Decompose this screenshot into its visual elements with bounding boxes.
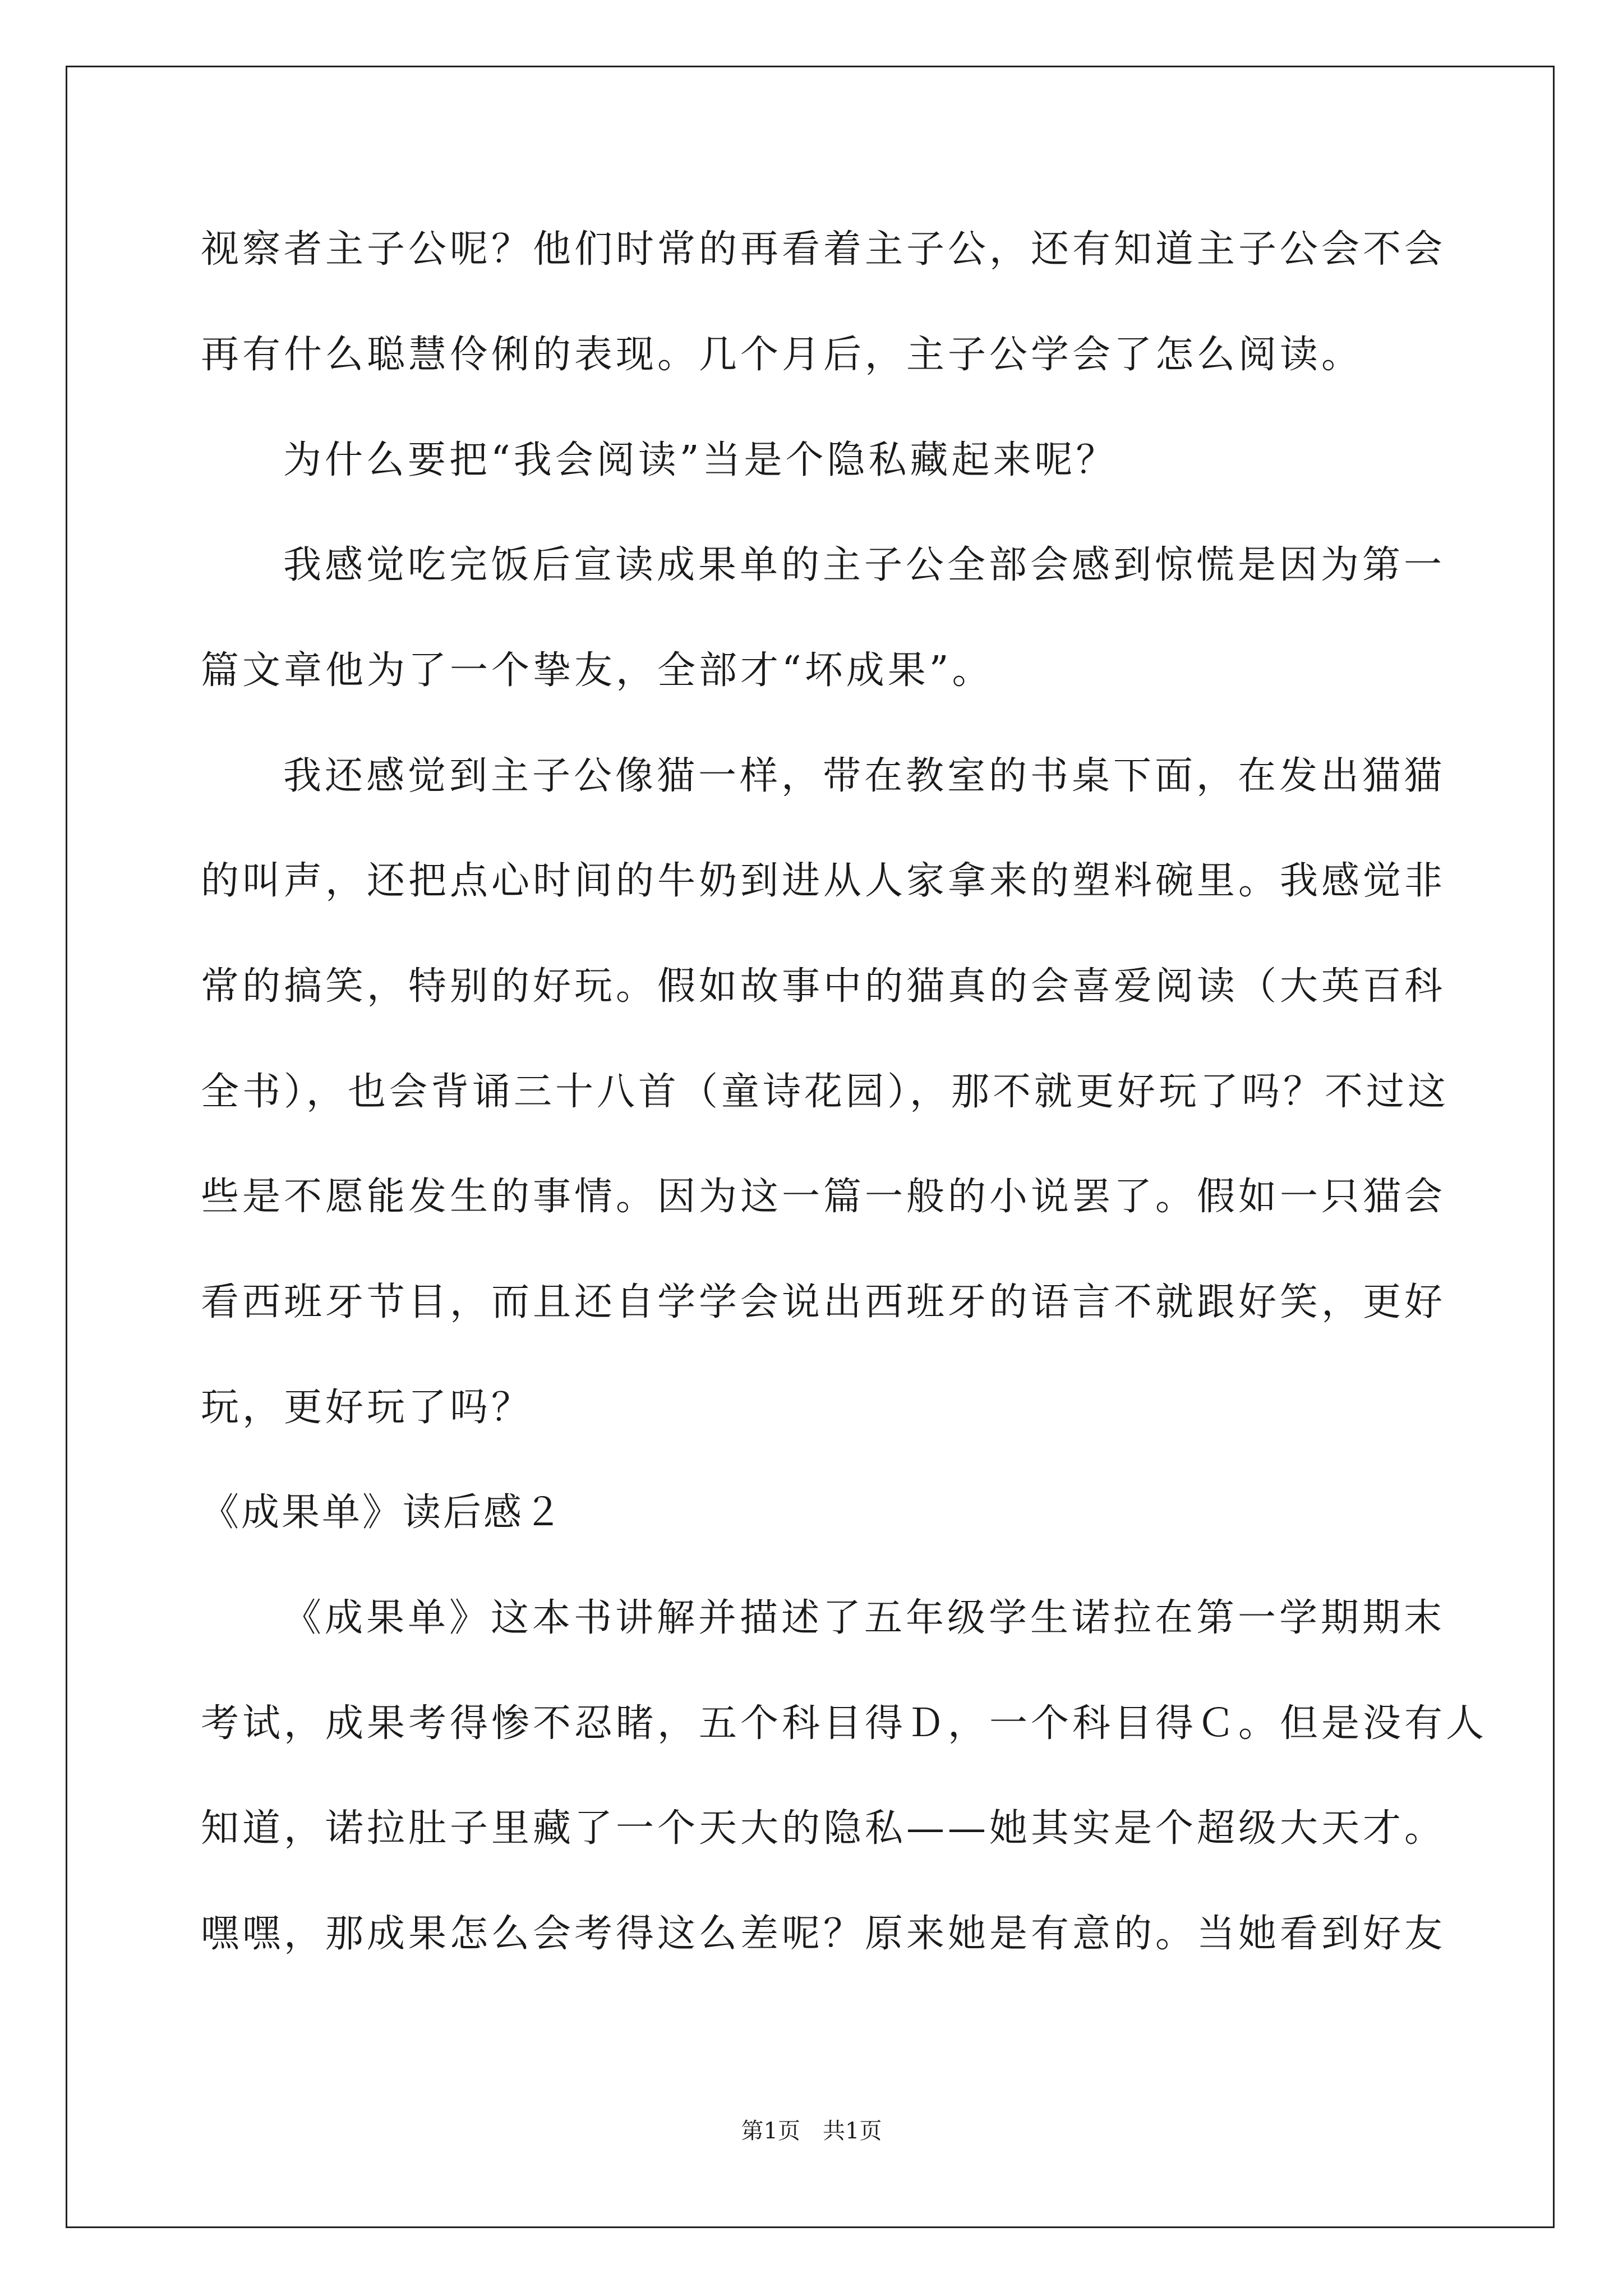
text-line: 看西班牙节目，而且还自学学会说出西班牙的语言不就跟好笑，更好 — [201, 1280, 1446, 1324]
text-line: 常的搞笑，特别的好玩。假如故事中的猫真的会喜爱阅读（大英百科 — [201, 964, 1446, 1009]
text-line: 我还感觉到主子公像猫一样，带在教室的书桌下面，在发出猫猫 — [283, 754, 1446, 798]
text-line: 全书），也会背诵三十八首（童诗花园），那不就更好玩了吗？不过这 — [201, 1070, 1450, 1114]
text-line: 的叫声，还把点心时间的牛奶到进从人家拿来的塑料碗里。我感觉非 — [201, 859, 1446, 903]
text-line: 篇文章他为了一个挚友，全部才“坏成果”。 — [201, 648, 994, 693]
section-heading: 《成果单》读后感２ — [201, 1490, 565, 1535]
text-line: 些是不愿能发生的事情。因为这一篇一般的小说罢了。假如一只猫会 — [201, 1175, 1446, 1219]
text-line: 玩，更好玩了吗？ — [201, 1386, 533, 1430]
text-line: 为什么要把“我会阅读”当是个隐私藏起来呢？ — [283, 438, 1118, 482]
text-line: 我感觉吃完饭后宣读成果单的主子公全部会感到惊慌是因为第一 — [283, 543, 1446, 587]
text-line: 视察者主子公呢？他们时常的再看着主子公，还有知道主子公会不会 — [201, 227, 1446, 272]
text-line: 《成果单》这本书讲解并描述了五年级学生诺拉在第一学期期末 — [283, 1596, 1446, 1640]
page-border — [66, 66, 1555, 2228]
text-line: 考试，成果考得惨不忍睹，五个科目得Ｄ，一个科目得Ｃ。但是没有人 — [201, 1701, 1488, 1746]
text-line: 再有什么聪慧伶俐的表现。几个月后，主子公学会了怎么阅读。 — [201, 333, 1363, 377]
text-line: 嘿嘿，那成果怎么会考得这么差呢？原来她是有意的。当她看到好友 — [201, 1912, 1446, 1956]
page-footer: 第1页 共1页 — [741, 2118, 882, 2144]
text-line: 知道，诺拉肚子里藏了一个天大的隐私——她其实是个超级大天才。 — [201, 1806, 1446, 1851]
